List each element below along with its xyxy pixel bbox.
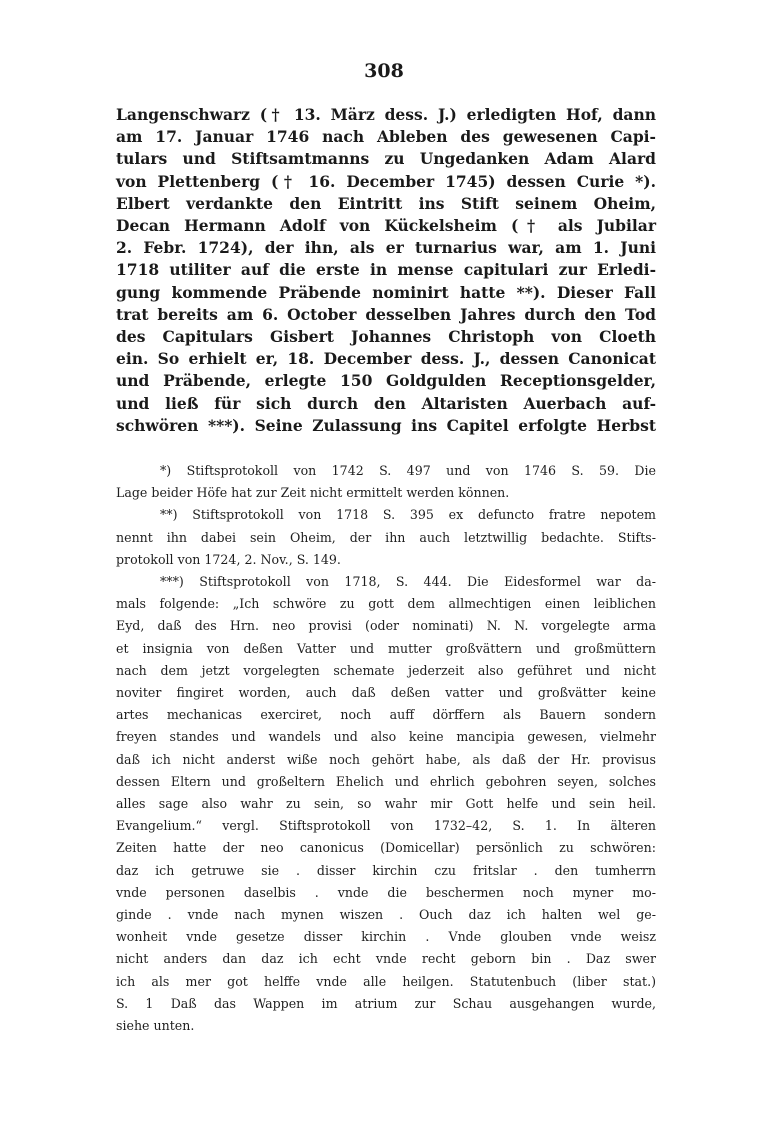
main-text-line: am 17. Januar 1746 nach Ableben des gewesenen Capi-	[116, 127, 656, 147]
footnote-line: freyen standes und wandels und also keine mancipia gewesen, vielmehr	[116, 729, 656, 745]
footnote-line: mals folgende: „Ich schwöre zu gott dem allmechtigen einen leiblichen	[116, 596, 656, 612]
main-text-line: und Präbende, erlegte 150 Goldgulden Receptionsgelder,	[116, 371, 656, 391]
main-text-line: schwören ***). Seine Zulassung ins Capitel erfolgte Herbst	[116, 415, 656, 435]
footnote-line: noviter fingiret worden, auch daß deßen vatter und großvätter keine	[116, 685, 656, 701]
footnote-line: nennt ihn dabei sein Oheim, der ihn auch letztwillig bedachte. Stifts-	[116, 529, 656, 545]
main-text-line: des Capitulars Gisbert Johannes Christoph von Cloeth	[116, 327, 656, 347]
footnote-line: ***) Stiftsprotokoll von 1718, S. 444. Die Eidesformel war da-	[160, 574, 656, 590]
footnote-line: vnde personen daselbis . vnde die beschermen noch myner mo-	[116, 884, 656, 900]
footnote-line: Zeiten hatte der neo canonicus (Domicellar) persönlich zu schwören:	[116, 840, 656, 856]
footnote-line: ich als mer got helffe vnde alle heilgen. Statutenbuch (liber stat.)	[116, 973, 656, 989]
main-text-line: von Plettenberg († 16. December 1745) dessen Curie *).	[116, 171, 656, 191]
footnote-line: Eyd, daß des Hrn. neo provisi (oder nominati) N. N. vorgelegte arma	[116, 618, 656, 634]
footnote-line: Evangelium.“ vergl. Stiftsprotokoll von 1732–42, S. 1. In älteren	[116, 818, 656, 834]
footnote-line: artes mechanicas exerciret, noch auff dörffern als Bauern sondern	[116, 707, 656, 723]
footnote-line: alles sage also wahr zu sein, so wahr mir Gott helfe und sein heil.	[116, 796, 656, 812]
main-text-line: ein. So erhielt er, 18. December dess. J., dessen Canonicat	[116, 349, 656, 369]
page-number: 308	[364, 60, 404, 82]
footnote-line: dessen Eltern und großeltern Ehelich und ehrlich gebohren seyen, solches	[116, 773, 656, 789]
main-text-line: Langenschwarz († 13. März dess. J.) erledigten Hof, dann	[116, 105, 656, 124]
footnote-line: **) Stiftsprotokoll von 1718 S. 395 ex defuncto fratre nepotem	[160, 507, 656, 523]
footnote-line: daß ich nicht anderst wiße noch gehört habe, als daß der Hr. provisus	[116, 751, 656, 767]
footnote-line: ginde . vnde nach mynen wiszen . Ouch daz ich halten wel ge-	[116, 907, 656, 923]
footnote-line: siehe unten.	[116, 1018, 195, 1034]
main-text-line: tulars und Stiftsamtmanns zu Ungedanken Adam Alard	[116, 149, 656, 169]
footnote-line: protokoll von 1724, 2. Nov., S. 149.	[116, 551, 341, 567]
main-text-line: 2. Febr. 1724), der ihn, als er turnarius war, am 1. Juni	[116, 238, 656, 258]
main-text-line: Elbert verdankte den Eintritt ins Stift seinem Oheim,	[116, 193, 656, 213]
footnote-line: Lage beider Höfe hat zur Zeit nicht ermittelt werden können.	[116, 485, 510, 501]
footnote-line: *) Stiftsprotokoll von 1742 S. 497 und von 1746 S. 59. Die	[160, 463, 656, 478]
main-text-line: 1718 utiliter auf die erste in mense capitulari zur Erledi-	[116, 260, 656, 280]
main-text-line: gung kommende Präbende nominirt hatte **). Dieser Fall	[116, 282, 656, 302]
footnote-line: daz ich getruwe sie . disser kirchin czu fritslar . den tumherrn	[116, 862, 656, 878]
main-text-line: und ließ für sich durch den Altaristen Auerbach auf-	[116, 393, 656, 413]
main-text-block	[116, 104, 656, 437]
footnote-line: et insignia von deßen Vatter und mutter großvättern und großmüttern	[116, 640, 656, 656]
footnote-line: wonheit vnde gesetze disser kirchin . Vnde glouben vnde weisz	[116, 929, 656, 945]
main-text-line: trat bereits am 6. October desselben Jahres durch den Tod	[116, 304, 656, 324]
footnotes-block	[116, 460, 656, 1037]
footnote-line: nicht anders dan daz ich echt vnde recht geborn bin . Daz swer	[116, 951, 656, 967]
main-text-line: Decan Hermann Adolf von Kückelsheim († als Jubilar	[116, 216, 656, 236]
footnote-line: S. 1 Daß das Wappen im atrium zur Schau ausgehangen wurde,	[116, 995, 656, 1011]
footnote-line: nach dem jetzt vorgelegten schemate jederzeit also geführet und nicht	[116, 662, 656, 678]
